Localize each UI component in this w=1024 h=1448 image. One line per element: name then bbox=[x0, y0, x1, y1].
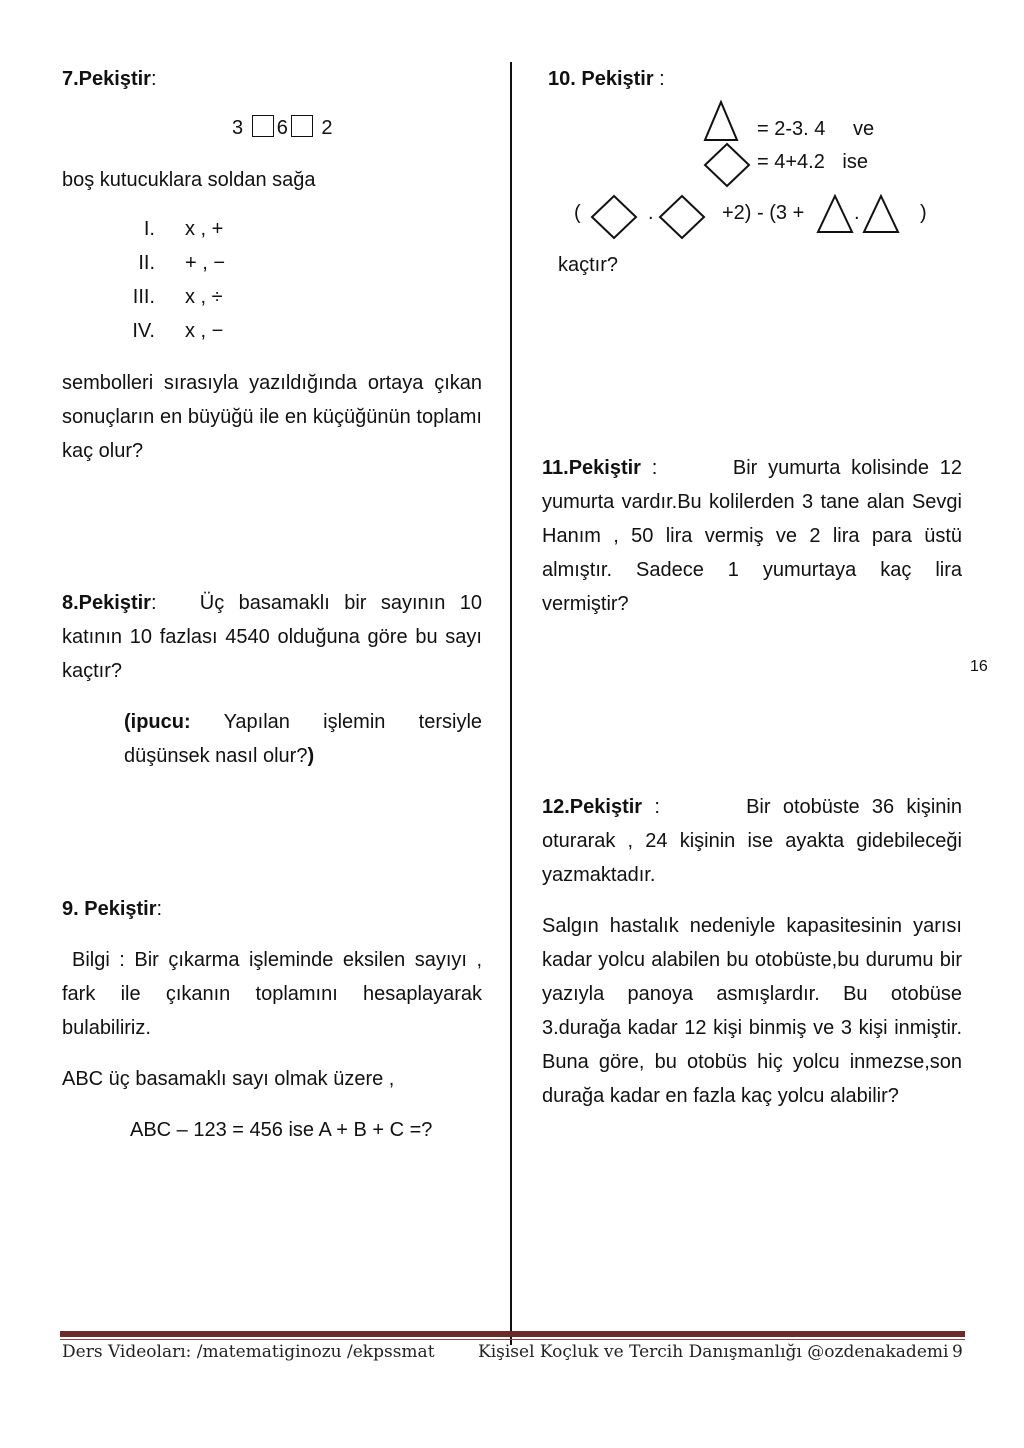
triangle-icon bbox=[862, 194, 900, 234]
q8-title-colon: : bbox=[150, 592, 157, 614]
footer-right: Kişisel Koçluk ve Tercih Danışmanlığı @ozdenakademi bbox=[478, 1342, 949, 1362]
q10-title bbox=[548, 62, 665, 96]
q7-operand-b: 6 bbox=[276, 117, 288, 139]
q7-option-roman: I. bbox=[143, 218, 155, 240]
empty-box-icon bbox=[252, 115, 274, 137]
q7-title-label: 7.Pekiştir bbox=[62, 68, 151, 90]
q10-title-label: 10. Pekiştir bbox=[548, 68, 654, 90]
diamond-icon bbox=[703, 142, 751, 188]
q10-diamond-value: = 4+4.2 bbox=[757, 151, 825, 173]
q9-title-colon: : bbox=[156, 898, 163, 920]
q10-triangle-def bbox=[757, 112, 874, 146]
q10-diamond-conj: ise bbox=[842, 151, 868, 173]
diamond-icon bbox=[658, 194, 706, 240]
q7-question: sembolleri sırasıyla yazıldığında ortaya çıkan sonuçların en büyüğü ile en küçüğünün toplamı kaç olur? bbox=[62, 372, 482, 462]
q10-expr-close: ) bbox=[920, 202, 927, 224]
q9-info: Bilgi : Bir çıkarma işleminde eksilen sayıyı , fark ile çıkanın toplamını hesaplayarak bulabiliriz. bbox=[62, 949, 482, 1039]
q10-expr-dot: . bbox=[648, 202, 654, 224]
q7-title bbox=[62, 62, 157, 96]
q12-text: Bir otobüste 36 kişinin oturarak , 24 kişinin ise ayakta gidebileceği yazmaktadır. bbox=[542, 796, 962, 886]
q10-diamond-def bbox=[757, 145, 868, 179]
q7-title-colon: : bbox=[150, 68, 157, 90]
q7-option-symbols: + , − bbox=[185, 252, 226, 274]
q8-hint-close: ) bbox=[307, 745, 315, 767]
q11-title-colon: : bbox=[640, 457, 658, 479]
q10-expr-middle: +2) - (3 + bbox=[722, 202, 805, 224]
q7-operand-a: 3 bbox=[232, 117, 244, 139]
side-page-number: 16 bbox=[970, 658, 988, 675]
q8-body bbox=[62, 586, 482, 688]
q8-text: Üç basamaklı bir sayının 10 katının 10 fazlası 4540 olduğuna göre bu sayı kaçtır? bbox=[62, 592, 483, 682]
q7-option-symbols: x , + bbox=[185, 218, 224, 240]
q9-given: ABC üç basamaklı sayı olmak üzere , bbox=[62, 1068, 395, 1090]
q7-option-roman: III. bbox=[132, 286, 155, 308]
q12-text2: Salgın hastalık nedeniyle kapasitesinin yarısı kadar yolcu alabilen bu otobüste,bu durumu bir yazıyla panoya asmışlardır. Bu otobüse 3.durağa kadar 12 kişi binmiş ve 3 kişi inmiştir. Buna göre, bu otobüs hiç yolcu inmezse,son durağa kadar en fazla kaç yolcu alabilir? bbox=[542, 915, 962, 1107]
q10-triangle-value: = 2-3. 4 bbox=[757, 118, 826, 140]
footer-rule bbox=[60, 1331, 965, 1337]
q7-intro: boş kutucuklara soldan sağa bbox=[62, 169, 316, 191]
q9-title bbox=[62, 892, 162, 926]
q10-triangle-conj: ve bbox=[852, 118, 875, 140]
q10-title-colon: : bbox=[653, 68, 665, 90]
q7-option-roman: II. bbox=[138, 252, 155, 274]
footer-rule-thin bbox=[60, 1339, 965, 1340]
q11-body bbox=[542, 451, 962, 621]
q10-expr-open: ( bbox=[574, 202, 581, 224]
column-divider bbox=[510, 62, 512, 1345]
q8-title-label: 8.Pekiştir bbox=[62, 592, 151, 614]
q7-option-symbols: x , − bbox=[185, 320, 224, 342]
q11-title-label: 11.Pekiştir bbox=[542, 457, 641, 479]
q11-text: Bir yumurta kolisinde 12 yumurta vardır.Bu kolilerden 3 tane alan Sevgi Hanım , 50 lira vermiş ve 2 lira para üstü almıştır. Sadece 1 yumurtaya kaç lira vermiştir? bbox=[542, 457, 962, 615]
q10-question: kaçtır? bbox=[558, 254, 619, 276]
q7-option-symbols: x , ÷ bbox=[185, 286, 223, 308]
q7-expression bbox=[232, 111, 333, 145]
q10-expr-dot: . bbox=[854, 202, 860, 224]
q7-option-roman: IV. bbox=[132, 320, 155, 342]
q12-body bbox=[542, 790, 962, 892]
q12-title-colon: : bbox=[642, 796, 660, 818]
q9-equation: ABC – 123 = 456 ise A + B + C =? bbox=[130, 1119, 433, 1141]
q8-hint bbox=[124, 705, 482, 773]
q8-hint-label: (ipucu: bbox=[124, 711, 191, 733]
triangle-icon bbox=[816, 194, 854, 234]
diamond-icon bbox=[590, 194, 638, 240]
footer-page-number: 9 bbox=[952, 1342, 963, 1362]
triangle-icon bbox=[703, 100, 739, 142]
empty-box-icon bbox=[291, 115, 313, 137]
q10-expression bbox=[572, 190, 952, 240]
q7-operand-c: 2 bbox=[321, 117, 333, 139]
q9-title-label: 9. Pekiştir bbox=[62, 898, 157, 920]
footer-left: Ders Videoları: /matematiginozu /ekpssmat bbox=[62, 1342, 435, 1362]
q12-title-label: 12.Pekiştir bbox=[542, 796, 643, 818]
q8-hint-text: Yapılan işlemin tersiyle düşünsek nasıl olur? bbox=[124, 711, 483, 767]
